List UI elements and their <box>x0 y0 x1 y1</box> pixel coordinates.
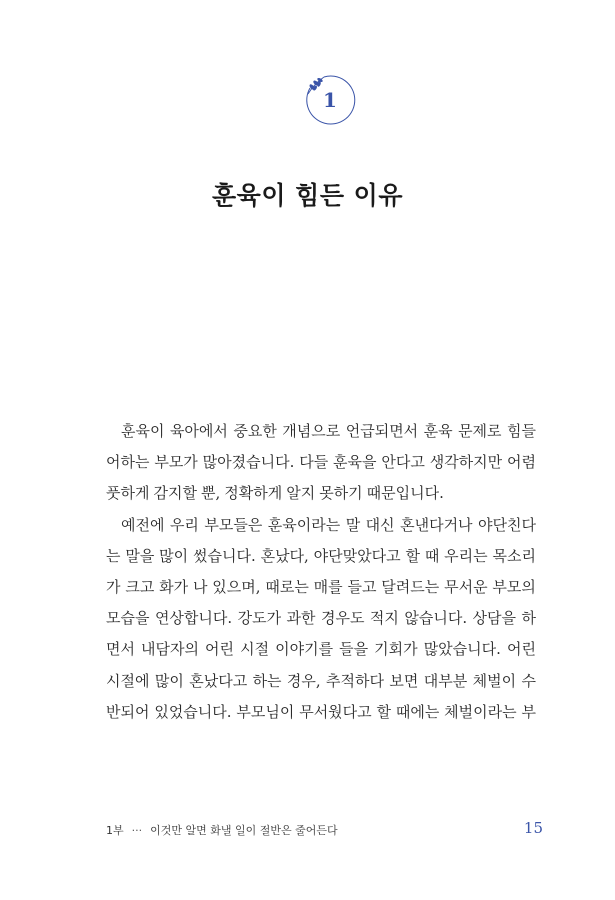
body-word: 강도가 <box>237 609 282 628</box>
body-word: 무서운 <box>444 577 488 596</box>
body-word: 크고 <box>125 577 155 596</box>
body-word: 훈육을 <box>333 453 377 472</box>
body-word: 적지 <box>369 609 399 628</box>
body-word: 문제로 <box>458 422 502 440</box>
chapter-badge <box>302 72 358 128</box>
body-word: 않습니다. <box>404 609 468 628</box>
body-word: 어하는 <box>106 453 150 472</box>
body-word: 반되어 <box>106 702 150 721</box>
body-word: 하 <box>521 609 536 628</box>
body-word: 많이 <box>154 671 184 690</box>
body-word: 다들 <box>299 453 329 472</box>
body-word: 연상합니다. <box>154 609 233 628</box>
body-word: 경우, <box>286 671 321 690</box>
body-word: 많아졌습니다. <box>202 453 295 472</box>
body-line <box>106 510 536 541</box>
body-word: 혼낸다거나 <box>400 515 473 534</box>
body-line <box>106 572 536 603</box>
body-word: 부모님이 <box>236 702 295 721</box>
body-word: 할 <box>376 702 391 721</box>
body-line <box>106 666 536 697</box>
body-word: 못하기 <box>319 484 363 503</box>
body-word: 말을 <box>125 546 155 565</box>
body-word: 기회가 <box>374 640 418 659</box>
body-word: 우리 <box>169 515 199 534</box>
body-word: 이야기를 <box>275 640 334 659</box>
body-word: 체벌이 <box>472 671 517 690</box>
body-word: 훈육 <box>423 422 453 440</box>
body-word: 있으며, <box>212 577 261 596</box>
body-word: 무서웠다고 <box>299 702 372 721</box>
body-word: 목소리 <box>492 546 536 565</box>
body-line <box>106 416 536 447</box>
footer-separator: ··· <box>131 824 143 837</box>
body-word: 혼났다, <box>260 546 309 565</box>
body-word: 대부분 <box>423 671 468 690</box>
body-word: 혼났다고 <box>189 671 248 690</box>
body-word: 생각하지만 <box>429 453 503 472</box>
chapter-number: 1 <box>323 88 337 112</box>
body-word: 예전에 <box>121 515 165 534</box>
body-word: 과한 <box>286 609 316 628</box>
chapter-title: 훈육이 힘든 이유 <box>212 181 403 210</box>
body-word: 훈육이 <box>121 422 165 440</box>
body-word: 어린 <box>205 640 235 659</box>
body-word: 때 <box>424 546 440 565</box>
body-word: 말 <box>345 515 361 534</box>
body-word: 시절에 <box>106 671 150 690</box>
body-word: 매를 <box>313 577 343 596</box>
body-line <box>106 478 536 509</box>
body-word: 가 <box>106 577 121 596</box>
body-word: 언급되면서 <box>345 422 419 440</box>
body-word: 내담자의 <box>141 640 199 659</box>
body-word: 우리는 <box>444 546 488 565</box>
body-line <box>106 697 536 728</box>
body-word: 육아에서 <box>169 422 228 440</box>
body-line <box>106 634 536 665</box>
body-word: 부모가 <box>154 453 198 472</box>
body-word: 화가 <box>159 577 189 596</box>
body-word: 썼습니다. <box>193 546 256 565</box>
body-word: 때에는 <box>395 702 440 721</box>
body-word: 안다고 <box>381 453 425 472</box>
body-word: 개념으로 <box>282 422 341 440</box>
body-line <box>106 541 536 572</box>
body-word: 풋하게 <box>106 484 150 503</box>
body-word: 하는 <box>252 671 282 690</box>
body-word: 부 <box>521 702 536 721</box>
body-word: 모습을 <box>106 609 150 628</box>
body-word: 야단맞았다고 <box>313 546 401 565</box>
running-footer <box>106 822 338 838</box>
body-word: 는 <box>106 546 121 565</box>
body-word: 때문입니다. <box>366 484 444 503</box>
body-word: 경우도 <box>320 609 365 628</box>
body-word: 정확하게 <box>224 484 283 503</box>
body-word: 힘들 <box>507 422 536 440</box>
body-word: 뿐, <box>200 484 221 503</box>
footer-section-title: 이것만 알면 화낼 일이 절반은 줄어든다 <box>150 824 338 837</box>
body-word: 보면 <box>389 671 419 690</box>
body-word: 추적하다 <box>326 671 385 690</box>
body-word: 많았습니다. <box>423 640 501 659</box>
body-word: 알지 <box>286 484 316 503</box>
body-word: 면서 <box>106 640 135 659</box>
body-line <box>106 603 536 634</box>
body-word: 들을 <box>339 640 369 659</box>
body-word: 달려드는 <box>381 577 440 596</box>
footer-part: 1부 <box>106 824 124 837</box>
body-text <box>106 416 536 728</box>
body-word: 많이 <box>159 546 189 565</box>
body-word: 어린 <box>506 640 536 659</box>
body-word: 들고 <box>347 577 377 596</box>
body-word: 시절 <box>240 640 270 659</box>
body-word: 나 <box>192 577 208 596</box>
body-word: 훈육이라는 <box>267 515 341 534</box>
body-word: 수 <box>521 671 536 690</box>
body-word: 감지할 <box>153 484 197 503</box>
body-word: 할 <box>405 546 420 565</box>
body-word: 있었습니다. <box>154 702 232 721</box>
body-line <box>106 447 536 478</box>
body-word: 야단친다 <box>478 515 536 534</box>
body-word: 어렴 <box>507 453 536 472</box>
body-word: 중요한 <box>233 422 277 440</box>
body-word: 부모들은 <box>204 515 263 534</box>
body-word: 부모의 <box>492 577 536 596</box>
body-word: 때로는 <box>265 577 309 596</box>
body-word: 상담을 <box>472 609 517 628</box>
page-number: 15 <box>523 819 543 837</box>
body-word: 대신 <box>365 515 395 534</box>
body-word: 체벌이라는 <box>444 702 517 721</box>
